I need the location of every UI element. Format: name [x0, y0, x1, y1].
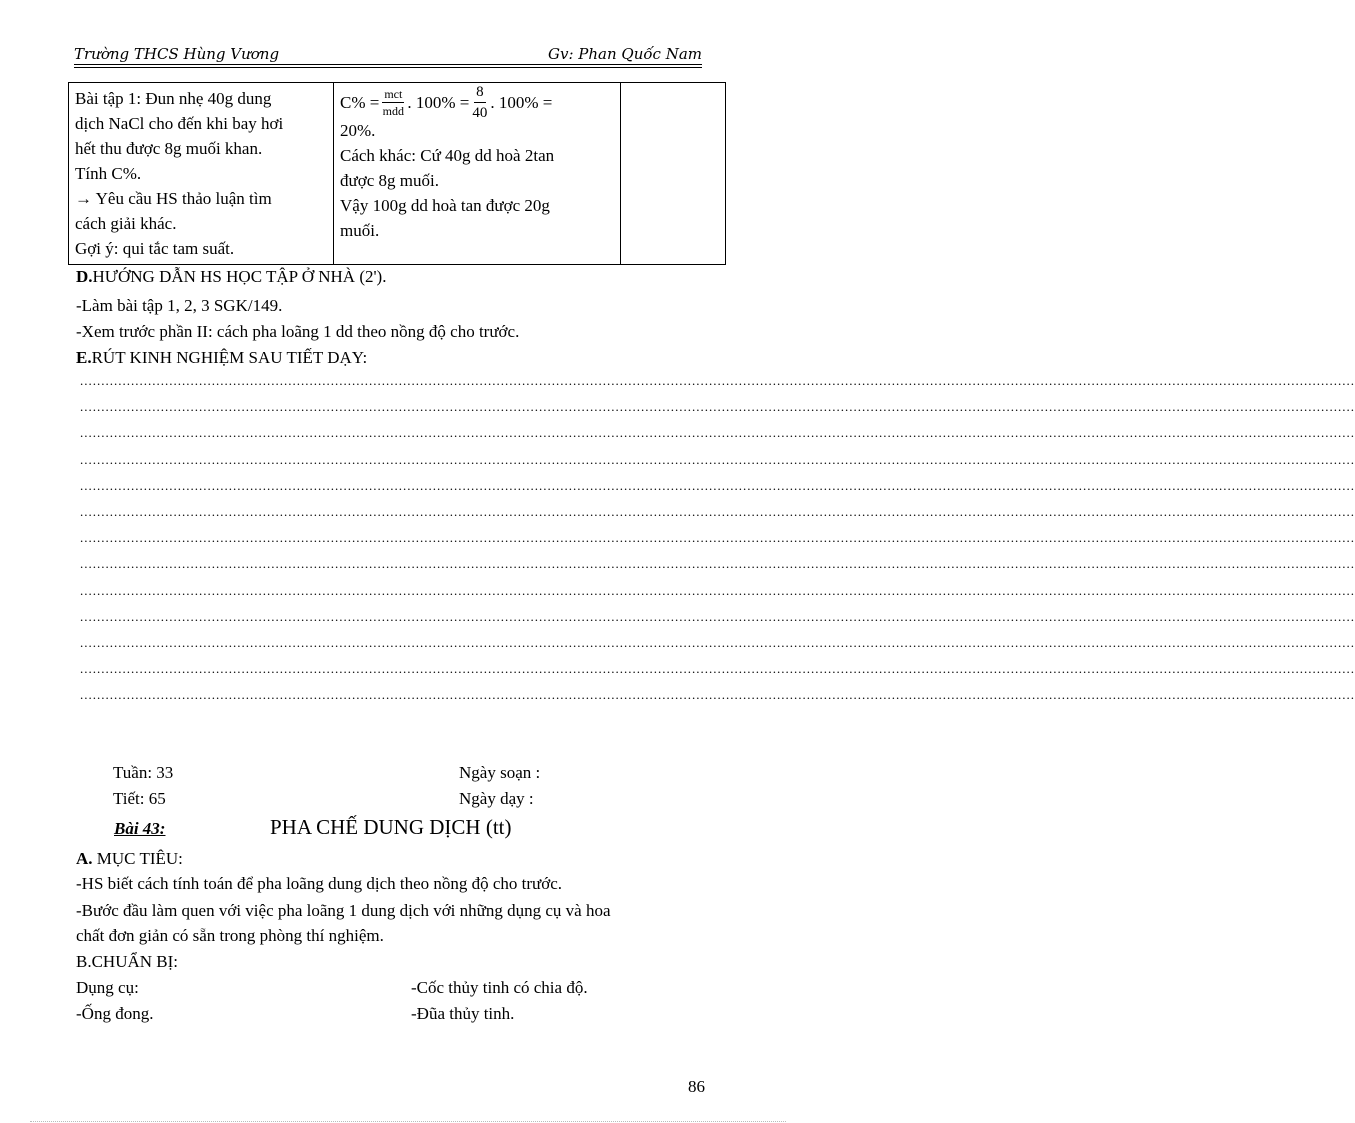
exercise-table [68, 82, 726, 265]
fraction-denominator: 40 [472, 104, 488, 121]
header-teacher: Gv: Phan Quốc Nam [548, 45, 702, 63]
section-a-heading [76, 849, 183, 869]
section-e-title: RÚT KINH NGHIỆM SAU TIẾT DẠY: [91, 348, 368, 367]
solution-line: 20%. [340, 121, 376, 140]
footer-rule [30, 1121, 786, 1122]
dotted-line: ............................................................................................................................................................................................................................................................................................................ [80, 556, 1355, 572]
dotted-line: ............................................................................................................................................................................................................................................................................................................ [80, 661, 1355, 677]
fraction-values [472, 84, 487, 121]
fraction-mass-ratio [382, 88, 404, 117]
page-number: 86 [688, 1077, 705, 1096]
equipment-item: -Cốc thủy tinh có chia độ. [411, 978, 588, 997]
lesson-title: PHA CHẾ DUNG DỊCH (tt) [270, 815, 512, 839]
dotted-line: ............................................................................................................................................................................................................................................................................................................ [80, 425, 1355, 441]
section-d-heading [76, 267, 386, 287]
equipment-label: Dụng cụ: [76, 978, 139, 997]
solution-line: muối. [340, 221, 380, 240]
lesson-number: Bài 43: [114, 819, 166, 838]
section-d-item: -Làm bài tập 1, 2, 3 SGK/149. [76, 296, 283, 315]
task-line: Tính C%. [75, 164, 142, 183]
dotted-line: ............................................................................................................................................................................................................................................................................................................ [80, 582, 1355, 598]
dotted-line: ............................................................................................................................................................................................................................................................................................................ [80, 504, 1355, 519]
week-label: Tuần: 33 [113, 763, 174, 782]
section-e-heading [76, 348, 367, 368]
section-d-item: -Xem trước phần II: cách pha loãng 1 dd theo nồng độ cho trước. [76, 322, 520, 341]
date-prepared-label: Ngày soạn : [459, 763, 541, 782]
dotted-line: ............................................................................................................................................................................................................................................................................................................ [80, 451, 1355, 467]
formula-mid: . 100% = [407, 92, 470, 112]
section-d-title: HƯỚNG DẪN HS HỌC TẬP Ở NHÀ (2'). [92, 267, 387, 286]
section-a-title: MỤC TIÊU: [96, 849, 183, 868]
section-e-prefix: E. [76, 348, 92, 367]
section-a-item: -Bước đầu làm quen với việc pha loãng 1 dung dịch với những dụng cụ và hoa [76, 901, 611, 920]
dotted-line: ............................................................................................................................................................................................................................................................................................................ [80, 399, 1355, 415]
equipment-item: -Ống đong. [76, 1004, 154, 1023]
fraction-numerator: mct [384, 86, 403, 101]
section-d-prefix: D. [76, 267, 93, 286]
formula-lhs: C% = [340, 92, 380, 112]
task-line: dịch NaCl cho đến khi bay hơi [75, 114, 284, 133]
dotted-line: ............................................................................................................................................................................................................................................................................................................ [80, 477, 1355, 493]
section-b-heading: B.CHUẨN BỊ: [76, 952, 179, 971]
concentration-formula [340, 83, 614, 121]
dotted-line: ............................................................................................................................................................................................................................................................................................................ [80, 635, 1355, 650]
exercise-solution-cell [334, 83, 621, 265]
fraction-numerator: 8 [474, 84, 486, 103]
fraction-denominator: mdd [382, 103, 405, 118]
header-school: Trường THCS Hùng Vương [74, 45, 280, 63]
task-line: Gợi ý: qui tắc tam suất. [75, 239, 235, 258]
section-a-item: chất đơn giản có sẵn trong phòng thí nghiệm. [76, 926, 384, 945]
exercise-notes-cell [621, 83, 726, 265]
task-line: Bài tập 1: Đun nhẹ 40g dung [75, 89, 272, 108]
dotted-line: ............................................................................................................................................................................................................................................................................................................ [80, 687, 1355, 703]
formula-tail: . 100% = [490, 92, 553, 112]
section-a-item: -HS biết cách tính toán để pha loãng dung dịch theo nồng độ cho trước. [76, 874, 563, 893]
period-label: Tiết: 65 [113, 789, 166, 808]
header-rule-double [74, 67, 702, 68]
task-line: hết thu được 8g muối khan. [75, 139, 263, 158]
task-line: → Yêu cầu HS thảo luận tìm [75, 189, 272, 208]
date-taught-label: Ngày dạy : [459, 789, 534, 808]
dotted-line: ............................................................................................................................................................................................................................................................................................................ [80, 530, 1355, 546]
equipment-item: -Đũa thủy tinh. [411, 1004, 515, 1023]
dotted-line: ............................................................................................................................................................................................................................................................................................................ [80, 373, 1355, 388]
section-a-prefix: A. [76, 849, 93, 868]
dotted-line: ............................................................................................................................................................................................................................................................................................................ [80, 608, 1355, 624]
exercise-task-cell [69, 83, 334, 265]
header-rule [74, 64, 702, 65]
solution-line: Vậy 100g dd hoà tan được 20g [340, 196, 550, 215]
task-line: cách giải khác. [75, 214, 177, 233]
solution-line: Cách khác: Cứ 40g dd hoà 2tan [340, 146, 555, 165]
solution-line: được 8g muối. [340, 171, 439, 190]
